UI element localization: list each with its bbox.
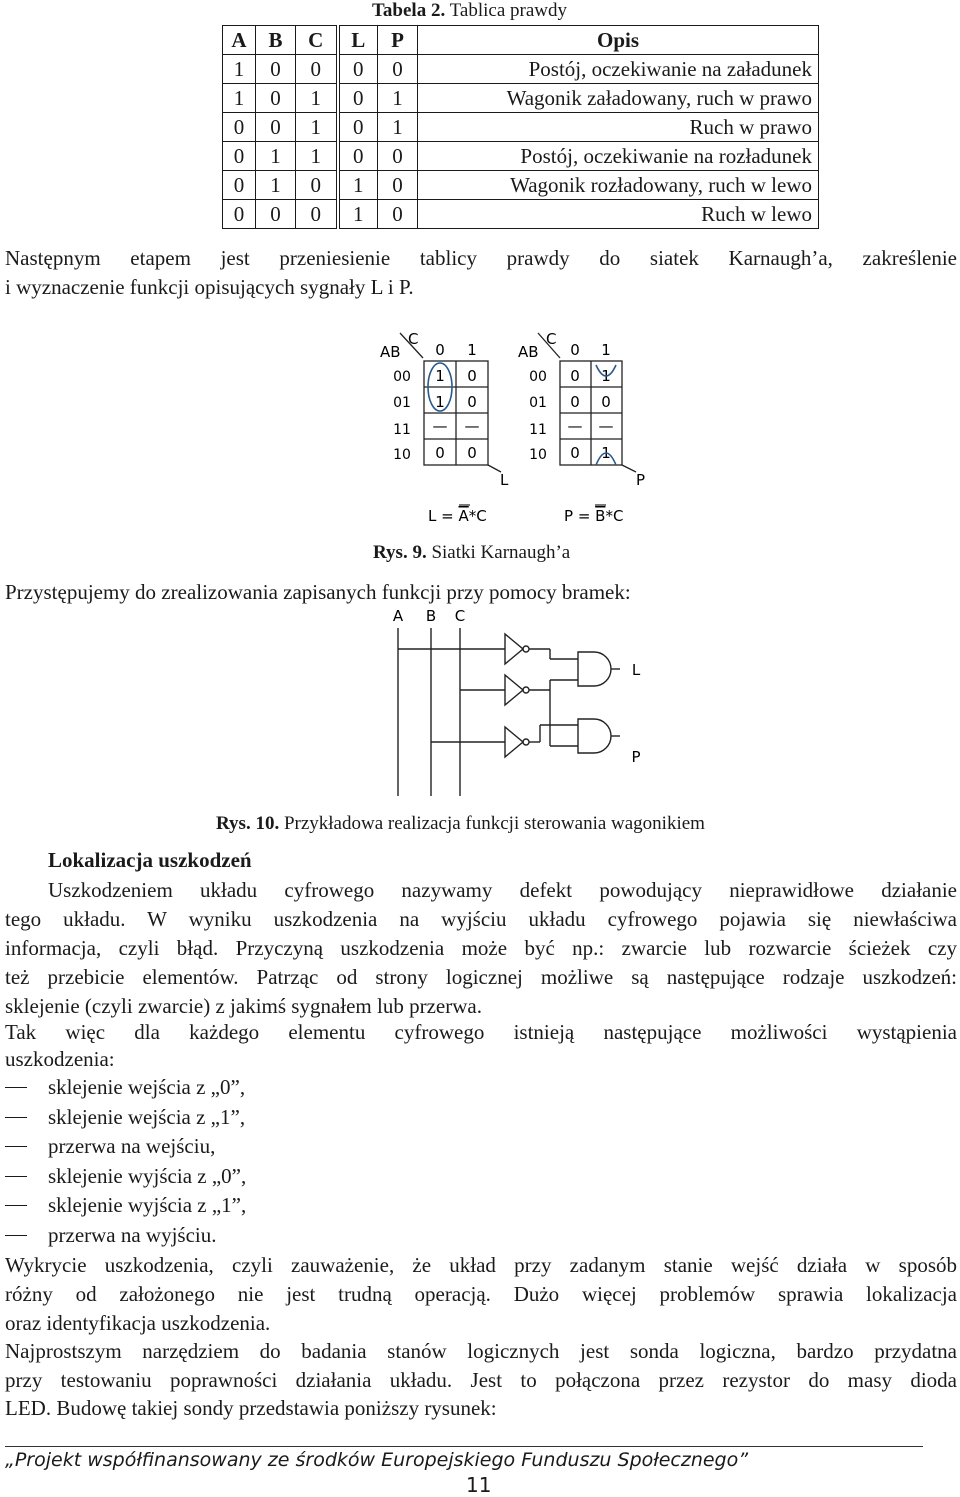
kmap-cell: — <box>464 417 480 435</box>
cell: 0 <box>378 200 418 229</box>
paragraph-karnaugh-intro: Następnym etapem jest przeniesienie tablicy prawdy do siatek Karnaugh’a, zakreślenie <box>5 246 957 270</box>
cell: 0 <box>223 171 256 200</box>
cell: 0 <box>338 84 378 113</box>
cell: 0 <box>256 113 296 142</box>
cell: 0 <box>223 142 256 171</box>
table-row <box>223 171 819 200</box>
kmap-cell: — <box>567 417 583 435</box>
kmap-row-label: 11 <box>529 422 547 438</box>
kmap-col-label: 0 <box>435 341 445 359</box>
kmap-row-label: 10 <box>393 447 411 463</box>
kmap-col-label: 1 <box>601 341 611 359</box>
footer-divider <box>5 1446 923 1447</box>
figure-9-label: Rys. 9. <box>373 542 427 563</box>
cell: 0 <box>256 200 296 229</box>
cell-description: Postój, oczekiwanie na załadunek <box>418 55 819 84</box>
paragraph-defect-line: Uszkodzeniem układu cyfrowego nazywamy defekt powodujący nieprawidłowe działanie <box>48 878 957 902</box>
figure-10-text: Przykładowa realizacja funkcji sterowania wagonikiem <box>283 813 705 834</box>
figure-10-label: Rys. 10. <box>216 813 280 834</box>
list-item: sklejenie wejścia z „0”, <box>5 1073 246 1103</box>
kmap-formula: P = B*C <box>564 507 624 525</box>
truth-table <box>222 25 819 229</box>
paragraph-probe-line: przy testowaniu poprawności działania układu. Jest to połączona przez rezystor do masy dioda <box>5 1368 957 1392</box>
cell: 1 <box>296 84 338 113</box>
cell: 0 <box>338 55 378 84</box>
kmap-cell: 1 <box>601 444 611 462</box>
cell: 1 <box>378 113 418 142</box>
list-item: sklejenie wyjścia z „1”, <box>5 1191 246 1221</box>
header-c: C <box>296 26 338 55</box>
cell-description: Postój, oczekiwanie na rozładunek <box>418 142 819 171</box>
cell: 1 <box>223 55 256 84</box>
cell-description: Wagonik załadowany, ruch w prawo <box>418 84 819 113</box>
paragraph-karnaugh-intro-line2: i wyznaczenie funkcji opisujących sygnały L i P. <box>5 275 414 299</box>
kmap-row-label: 01 <box>393 395 411 411</box>
paragraph-detection-line: Wykrycie uszkodzenia, czyli zauważenie, że układ przy zadanym stanie wejść działa w sposób <box>5 1253 957 1277</box>
kmap-row-label: 00 <box>393 369 411 385</box>
cell: 1 <box>338 200 378 229</box>
cell-description: Ruch w lewo <box>418 200 819 229</box>
cell: 1 <box>378 84 418 113</box>
cell: 0 <box>338 142 378 171</box>
header-p: P <box>378 26 418 55</box>
cell: 1 <box>256 171 296 200</box>
cell: 0 <box>296 200 338 229</box>
paragraph-defect-line: tego układu. W wyniku uszkodzenia na wyjściu układu cyfrowego pojawia się niewłaściwa <box>5 907 957 931</box>
cell: 1 <box>338 171 378 200</box>
kmap-ab-label: AB <box>380 343 401 361</box>
cell: 0 <box>378 142 418 171</box>
kmap-cell: — <box>432 417 448 435</box>
kmap-cell: 1 <box>435 393 445 411</box>
cell: 0 <box>223 200 256 229</box>
cell: 1 <box>296 142 338 171</box>
kmap-cell: 0 <box>570 444 580 462</box>
list-item: sklejenie wejścia z „1”, <box>5 1103 246 1133</box>
cell-description: Ruch w prawo <box>418 113 819 142</box>
kmap-output-label: P <box>636 471 646 489</box>
kmap-cell: 0 <box>435 444 445 462</box>
input-label-b: B <box>425 607 437 625</box>
kmap-row-label: 01 <box>529 395 547 411</box>
list-item: sklejenie wyjścia z „0”, <box>5 1162 246 1192</box>
paragraph-detection-line: oraz identyfikacja uszkodzenia. <box>5 1311 271 1335</box>
paragraph-possibilities-line: Tak więc dla każdego elementu cyfrowego istnieją następujące możliwości wystąpienia <box>5 1020 957 1044</box>
input-label-a: A <box>392 607 404 625</box>
header-l: L <box>338 26 378 55</box>
fault-types-list <box>5 1073 246 1250</box>
kmap-cell: 0 <box>570 393 580 411</box>
table-row <box>223 142 819 171</box>
cell-description: Wagonik rozładowany, ruch w lewo <box>418 171 819 200</box>
list-item: przerwa na wejściu, <box>5 1132 246 1162</box>
paragraph-defect-line: sklejenie (czyli zwarcie) z jakimś sygnałem lub przerwa. <box>5 994 482 1018</box>
table-caption-label: Tabela 2. <box>372 0 446 21</box>
kmap-c-label: C <box>408 330 419 348</box>
header-a: A <box>223 26 256 55</box>
kmap-ab-label: AB <box>518 343 539 361</box>
kmap-cell: 0 <box>467 393 477 411</box>
cell: 1 <box>223 84 256 113</box>
cell: 0 <box>338 113 378 142</box>
logic-circuit-figure <box>380 604 660 800</box>
cell: 1 <box>296 113 338 142</box>
figure-9-caption <box>373 542 570 564</box>
cell: 0 <box>256 55 296 84</box>
cell: 0 <box>256 84 296 113</box>
table-row <box>223 84 819 113</box>
kmap-row-label: 11 <box>393 422 411 438</box>
kmap-output-label: L <box>500 471 509 489</box>
figure-9-text: Siatki Karnaugh’a <box>431 542 571 563</box>
table-caption <box>372 0 567 22</box>
paragraph-detection-line: różny od założonego nie jest trudną operacją. Dużo więcej problemów sprawia lokalizacja <box>5 1282 957 1306</box>
cell: 1 <box>256 142 296 171</box>
truth-table-header <box>223 26 819 55</box>
cell: 0 <box>296 55 338 84</box>
cell: 0 <box>378 55 418 84</box>
output-label-l: L <box>631 661 641 679</box>
cell: 0 <box>296 171 338 200</box>
table-row <box>223 55 819 84</box>
table-row <box>223 200 819 229</box>
kmap-row-label: 00 <box>529 369 547 385</box>
page-number: 11 <box>466 1473 492 1497</box>
cell: 0 <box>378 171 418 200</box>
footer-project-note: „Projekt współfinansowany ze środków Europejskiego Funduszu Społecznego” <box>5 1449 749 1471</box>
paragraph-defect-line: informacja, czyli błąd. Przyczyną uszkodzenia może być np.: zwarcie lub rozwarcie ścieżek czy <box>5 936 957 960</box>
karnaugh-maps-figure <box>360 325 680 535</box>
kmap-col-label: 0 <box>570 341 580 359</box>
table-row <box>223 113 819 142</box>
section-heading: Lokalizacja uszkodzeń <box>48 848 252 872</box>
header-b: B <box>256 26 296 55</box>
table-caption-text: Tablica prawdy <box>449 0 568 21</box>
kmap-formula: L = A*C <box>428 507 487 525</box>
kmap-cell: 0 <box>601 393 611 411</box>
paragraph-possibilities-line: uszkodzenia: <box>5 1047 115 1071</box>
kmap-cell: 1 <box>601 367 611 385</box>
kmap-row-label: 10 <box>529 447 547 463</box>
kmap-c-label: C <box>546 330 557 348</box>
paragraph-probe-line: Najprostszym narzędziem do badania stanów logicznych jest sonda logiczna, bardzo przydatna <box>5 1339 957 1363</box>
kmap-cell: 0 <box>467 367 477 385</box>
header-opis: Opis <box>418 26 819 55</box>
paragraph-gates-intro: Przystępujemy do zrealizowania zapisanych funkcji przy pomocy bramek: <box>5 580 631 604</box>
kmap-cell: 1 <box>435 367 445 385</box>
input-label-c: C <box>454 607 466 625</box>
figure-10-caption <box>216 813 705 835</box>
cell: 0 <box>223 113 256 142</box>
paragraph-defect-line: też przebicie elementów. Patrząc od strony logicznej możliwe są następujące rodzaje uszkodzeń: <box>5 965 957 989</box>
output-label-p: P <box>631 748 641 766</box>
kmap-col-label: 1 <box>467 341 477 359</box>
kmap-cell: — <box>598 417 614 435</box>
karnaugh-map-p <box>518 330 645 525</box>
list-item: przerwa na wyjściu. <box>5 1221 246 1251</box>
karnaugh-map-l <box>380 330 509 525</box>
kmap-cell: 0 <box>467 444 477 462</box>
kmap-cell: 0 <box>570 367 580 385</box>
paragraph-probe-line: LED. Budowę takiej sondy przedstawia poniższy rysunek: <box>5 1396 497 1420</box>
